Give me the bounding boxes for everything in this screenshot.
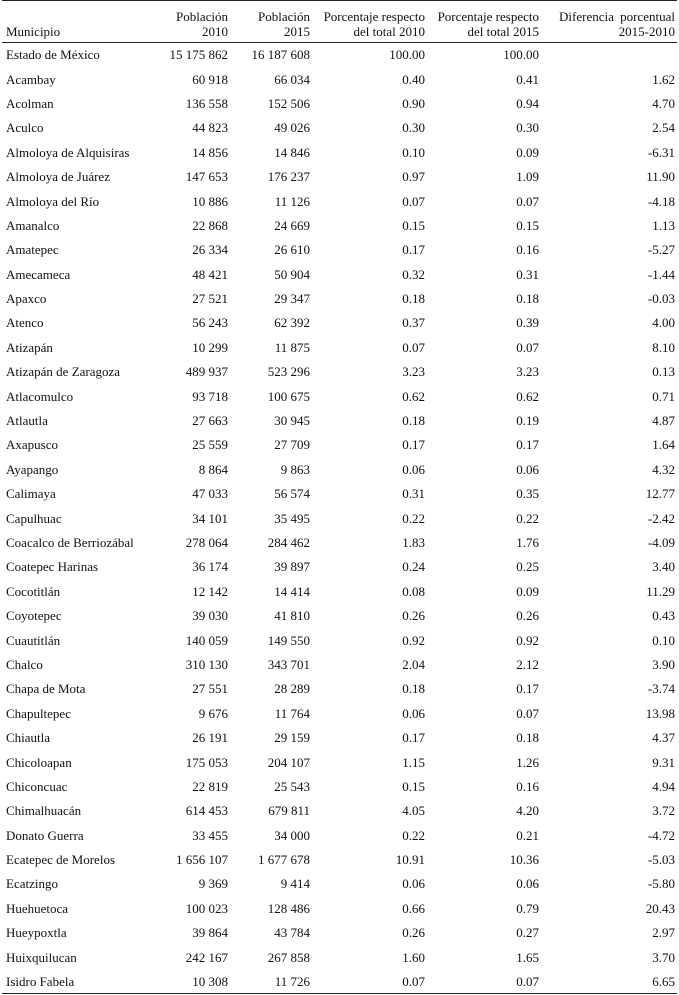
porcentaje-2015-cell: 3.23 xyxy=(516,364,539,380)
poblacion-2015-cell: 14 414 xyxy=(274,583,310,599)
municipio-cell: Chiconcuac xyxy=(6,778,68,794)
table-row xyxy=(2,408,677,432)
municipio-cell: Aculco xyxy=(6,120,44,136)
municipio-cell: Ayapango xyxy=(6,461,59,477)
porcentaje-2010-cell: 0.18 xyxy=(402,413,425,429)
poblacion-2010-cell: 93 718 xyxy=(192,388,228,404)
diferencia-cell: -5.80 xyxy=(647,876,675,892)
table-header xyxy=(2,1,677,43)
poblacion-2015-cell: 284 462 xyxy=(267,535,310,550)
diferencia-cell: 3.70 xyxy=(652,949,675,965)
municipio-cell: Isidro Fabela xyxy=(2,969,152,993)
poblacion-2015-cell: 27 709 xyxy=(274,437,310,453)
porcentaje-2015-cell: 1.09 xyxy=(516,169,539,185)
diferencia-cell: 11.29 xyxy=(646,583,675,599)
porcentaje-2010-cell: 0.07 xyxy=(312,969,427,993)
table-row xyxy=(2,774,677,798)
diferencia-cell: 4.00 xyxy=(652,315,675,331)
poblacion-2015-cell: 66 034 xyxy=(274,71,310,87)
porcentaje-2010-cell: 0.97 xyxy=(402,169,425,185)
table-row xyxy=(2,213,677,237)
table-row xyxy=(2,579,677,603)
diferencia-cell: 8.10 xyxy=(652,339,675,355)
porcentaje-2015-cell: 0.16 xyxy=(516,242,539,258)
poblacion-2015-cell: 204 107 xyxy=(267,754,310,770)
poblacion-2010-cell: 26 334 xyxy=(192,242,228,258)
porcentaje-2015-cell: 0.21 xyxy=(516,827,539,843)
diferencia-cell: -4.09 xyxy=(647,535,675,550)
header-line: del total 2010 xyxy=(353,24,425,39)
diferencia-cell: 3.72 xyxy=(652,803,675,819)
poblacion-2010-cell: 614 453 xyxy=(185,803,228,819)
poblacion-2010-cell: 34 101 xyxy=(192,510,228,526)
poblacion-2015-cell: 24 669 xyxy=(274,217,310,233)
poblacion-2015-cell: 14 846 xyxy=(274,144,310,160)
table-row xyxy=(2,140,677,164)
diferencia-cell: 13.98 xyxy=(645,705,675,721)
porcentaje-2010-cell: 0.22 xyxy=(402,827,425,843)
table-row xyxy=(2,530,677,554)
porcentaje-2010-cell: 0.06 xyxy=(402,461,425,477)
diferencia-cell: -1.44 xyxy=(647,266,675,282)
poblacion-2015-cell: 679 811 xyxy=(268,803,310,819)
porcentaje-2015-cell: 0.18 xyxy=(516,730,539,746)
table-row xyxy=(2,506,677,530)
header-line: 2015 xyxy=(284,24,310,39)
diferencia-cell: 11.90 xyxy=(646,169,675,185)
municipio-cell: Calimaya xyxy=(6,486,56,502)
municipio-cell: Cocotitlán xyxy=(6,583,61,599)
poblacion-2015-cell: 56 574 xyxy=(274,486,310,502)
municipio-cell: Estado de México xyxy=(6,47,100,63)
table-row xyxy=(2,164,677,188)
poblacion-2015-cell: 128 486 xyxy=(267,900,310,916)
porcentaje-2010-cell: 10.91 xyxy=(395,852,425,868)
municipio-cell: Ecatepec de Morelos xyxy=(6,852,116,868)
porcentaje-2010-cell: 4.05 xyxy=(402,803,425,819)
diferencia-cell: 4.37 xyxy=(652,730,675,746)
poblacion-2010-cell: 33 455 xyxy=(192,827,228,843)
porcentaje-2010-cell: 100.00 xyxy=(389,47,425,63)
poblacion-2015-cell: 29 347 xyxy=(274,291,310,307)
diferencia-cell: 1.13 xyxy=(652,217,675,233)
municipio-cell: Chiautla xyxy=(6,730,51,746)
poblacion-2015-cell: 11 726 xyxy=(230,969,312,993)
porcentaje-2010-cell: 0.31 xyxy=(402,486,425,502)
header-porcentaje-2010 xyxy=(312,1,427,43)
porcentaje-2010-cell: 0.06 xyxy=(402,876,425,892)
porcentaje-2015-cell: 0.31 xyxy=(516,266,539,282)
porcentaje-2010-cell: 0.62 xyxy=(402,388,425,404)
diferencia-cell: 4.94 xyxy=(652,778,675,794)
municipio-cell: Almoloya del Río xyxy=(6,193,100,209)
table-row xyxy=(2,262,677,286)
poblacion-2015-cell: 25 543 xyxy=(274,778,310,794)
municipio-cell: Amatepec xyxy=(6,242,59,258)
municipio-cell: Ecatzingo xyxy=(6,876,58,892)
porcentaje-2015-cell: 0.25 xyxy=(516,559,539,575)
porcentaje-2010-cell: 0.37 xyxy=(402,315,425,331)
porcentaje-2015-cell: 0.79 xyxy=(516,900,539,916)
porcentaje-2015-cell: 0.15 xyxy=(516,217,539,233)
porcentaje-2010-cell: 0.30 xyxy=(402,120,425,136)
diferencia-cell: 12.77 xyxy=(645,486,675,502)
poblacion-2010-cell: 27 663 xyxy=(192,413,228,429)
porcentaje-2015-cell: 0.30 xyxy=(516,120,539,136)
municipio-cell: Atizapán xyxy=(6,339,53,355)
poblacion-2015-cell: 100 675 xyxy=(267,388,310,404)
porcentaje-2010-cell: 0.24 xyxy=(402,559,425,575)
table-row xyxy=(2,945,677,969)
table-row xyxy=(2,482,677,506)
municipio-cell: Huehuetoca xyxy=(6,900,69,916)
porcentaje-2015-cell: 1.65 xyxy=(516,949,539,965)
table-row xyxy=(2,433,677,457)
poblacion-2010-cell: 25 559 xyxy=(192,437,228,453)
porcentaje-2015-cell: 0.07 xyxy=(516,339,539,355)
header-municipio xyxy=(2,1,152,43)
poblacion-2015-cell: 152 506 xyxy=(267,95,310,111)
table-body xyxy=(2,43,677,994)
poblacion-2010-cell: 10 886 xyxy=(192,193,228,209)
table-row xyxy=(2,725,677,749)
porcentaje-2010-cell: 1.15 xyxy=(402,754,425,770)
poblacion-2015-cell: 29 159 xyxy=(274,730,310,746)
diferencia-cell: 3.90 xyxy=(652,656,675,672)
municipio-cell: Almoloya de Juárez xyxy=(6,169,110,185)
porcentaje-2015-cell: 0.35 xyxy=(516,486,539,502)
municipio-cell: Amecameca xyxy=(6,266,71,282)
poblacion-2010-cell: 10 299 xyxy=(192,339,228,355)
poblacion-2010-cell: 48 421 xyxy=(192,266,228,282)
poblacion-2010-cell: 12 142 xyxy=(192,583,228,599)
municipio-cell: Amanalco xyxy=(6,217,60,233)
porcentaje-2015-cell: 4.20 xyxy=(516,803,539,819)
poblacion-2015-cell: 35 495 xyxy=(274,510,310,526)
diferencia-cell: 4.87 xyxy=(652,413,675,429)
diferencia-cell: 6.65 xyxy=(541,969,677,993)
header-municipio-label: Municipio xyxy=(6,24,61,39)
municipio-cell: Capulhuac xyxy=(6,510,62,526)
porcentaje-2010-cell: 0.90 xyxy=(402,95,425,111)
porcentaje-2015-cell: 0.62 xyxy=(516,388,539,404)
diferencia-cell: 4.32 xyxy=(652,461,675,477)
poblacion-2010-cell: 9 369 xyxy=(198,876,228,892)
municipio-cell: Coacalco de Berriozábal xyxy=(6,535,134,550)
poblacion-2010-cell: 47 033 xyxy=(192,486,228,502)
table-row xyxy=(2,116,677,140)
poblacion-2015-cell: 49 026 xyxy=(274,120,310,136)
poblacion-2010-cell: 27 521 xyxy=(192,291,228,307)
table-row xyxy=(2,43,677,67)
porcentaje-2015-cell: 0.92 xyxy=(516,632,539,648)
poblacion-2015-cell: 1 677 678 xyxy=(258,852,310,868)
poblacion-2015-cell: 34 000 xyxy=(274,827,310,843)
porcentaje-2015-cell: 10.36 xyxy=(509,852,539,868)
porcentaje-2015-cell: 0.17 xyxy=(516,437,539,453)
porcentaje-2015-cell: 0.94 xyxy=(516,95,539,111)
table-row xyxy=(2,823,677,847)
municipio-cell: Huixquilucan xyxy=(6,949,77,965)
diferencia-cell xyxy=(541,43,677,67)
poblacion-2010-cell: 8 864 xyxy=(198,461,228,477)
diferencia-cell: 3.40 xyxy=(652,559,675,575)
table-row xyxy=(2,335,677,359)
porcentaje-2015-cell: 100.00 xyxy=(503,47,539,63)
porcentaje-2010-cell: 0.92 xyxy=(402,632,425,648)
diferencia-cell: 20.43 xyxy=(645,900,675,916)
table-row xyxy=(2,701,677,725)
diferencia-cell: -5.03 xyxy=(647,852,675,868)
porcentaje-2015-cell: 0.06 xyxy=(516,461,539,477)
porcentaje-2010-cell: 0.07 xyxy=(402,193,425,209)
poblacion-2015-cell: 41 810 xyxy=(274,608,310,624)
porcentaje-2015-cell: 0.39 xyxy=(516,315,539,331)
porcentaje-2010-cell: 0.66 xyxy=(402,900,425,916)
poblacion-2015-cell: 11 875 xyxy=(274,339,310,355)
municipio-cell: Apaxco xyxy=(6,291,47,307)
header-line: Población xyxy=(176,9,228,24)
porcentaje-2015-cell: 0.41 xyxy=(516,71,539,87)
table-row xyxy=(2,555,677,579)
poblacion-2010-cell: 44 823 xyxy=(192,120,228,136)
porcentaje-2010-cell: 0.22 xyxy=(402,510,425,526)
poblacion-2010-cell: 310 130 xyxy=(185,656,228,672)
poblacion-2015-cell: 26 610 xyxy=(274,242,310,258)
porcentaje-2015-cell: 0.18 xyxy=(516,291,539,307)
header-line: Porcentaje respecto xyxy=(437,9,539,24)
porcentaje-2015-cell: 2.12 xyxy=(516,656,539,672)
municipio-cell: Atlacomulco xyxy=(6,388,74,404)
diferencia-cell: 1.62 xyxy=(652,71,675,87)
poblacion-2010-cell: 9 676 xyxy=(198,705,228,721)
porcentaje-2010-cell: 0.15 xyxy=(402,778,425,794)
diferencia-cell: 0.71 xyxy=(652,388,675,404)
poblacion-2010-cell: 140 059 xyxy=(185,632,228,648)
diferencia-cell: -4.18 xyxy=(647,193,675,209)
table-row xyxy=(2,750,677,774)
diferencia-cell: -6.31 xyxy=(647,144,675,160)
poblacion-2010-cell: 39 864 xyxy=(192,925,228,941)
porcentaje-2010-cell: 0.17 xyxy=(402,437,425,453)
diferencia-cell: 2.54 xyxy=(652,120,675,136)
municipio-cell: Coatepec Harinas xyxy=(6,559,99,575)
poblacion-2010-cell: 14 856 xyxy=(192,144,228,160)
poblacion-2010-cell: 27 551 xyxy=(192,681,228,697)
diferencia-cell: 0.13 xyxy=(652,364,675,380)
table-row xyxy=(2,67,677,91)
header-line: 2010 xyxy=(202,24,228,39)
municipio-cell: Donato Guerra xyxy=(6,827,84,843)
porcentaje-2010-cell: 1.60 xyxy=(402,949,425,965)
poblacion-2015-cell: 11 126 xyxy=(274,193,310,209)
porcentaje-2010-cell: 0.06 xyxy=(402,705,425,721)
poblacion-2015-cell: 39 897 xyxy=(274,559,310,575)
porcentaje-2015-cell: 0.07 xyxy=(516,705,539,721)
diferencia-cell: 1.64 xyxy=(652,437,675,453)
porcentaje-2015-cell: 0.17 xyxy=(516,681,539,697)
diferencia-cell: 9.31 xyxy=(652,754,675,770)
header-porcentaje-2015 xyxy=(427,1,541,43)
municipio-cell: Atenco xyxy=(6,315,44,331)
poblacion-2010-cell: 147 653 xyxy=(185,169,228,185)
porcentaje-2010-cell: 0.17 xyxy=(402,242,425,258)
table-row xyxy=(2,360,677,384)
poblacion-2015-cell: 43 784 xyxy=(274,925,310,941)
poblacion-2015-cell: 149 550 xyxy=(267,632,310,648)
municipio-cell: Chicoloapan xyxy=(6,754,72,770)
municipio-cell: Chapultepec xyxy=(6,705,71,721)
diferencia-cell: -4.72 xyxy=(647,827,675,843)
municipio-cell: Atizapán de Zaragoza xyxy=(6,364,121,380)
table-row xyxy=(2,677,677,701)
porcentaje-2010-cell: 0.32 xyxy=(402,266,425,282)
porcentaje-2010-cell: 0.08 xyxy=(402,583,425,599)
poblacion-2010-cell: 1 656 107 xyxy=(176,852,228,868)
porcentaje-2010-cell: 0.17 xyxy=(402,730,425,746)
header-line: 2015-2010 xyxy=(618,24,675,39)
diferencia-cell: -2.42 xyxy=(647,510,675,526)
poblacion-2010-cell: 36 174 xyxy=(192,559,228,575)
municipio-cell: Axapusco xyxy=(6,437,58,453)
table-row xyxy=(2,286,677,310)
header-line: Población xyxy=(258,9,310,24)
porcentaje-2010-cell: 0.07 xyxy=(402,339,425,355)
header-line: Diferencia porcentual xyxy=(559,9,675,24)
table-row xyxy=(2,847,677,871)
poblacion-2010-cell: 242 167 xyxy=(185,949,228,965)
header-diferencia-porcentual xyxy=(541,1,677,43)
poblacion-2010-cell: 175 053 xyxy=(185,754,228,770)
poblacion-2015-cell: 30 945 xyxy=(274,413,310,429)
poblacion-2010-cell: 26 191 xyxy=(192,730,228,746)
municipio-cell: Acolman xyxy=(6,95,54,111)
porcentaje-2010-cell: 2.04 xyxy=(402,656,425,672)
table-row xyxy=(2,189,677,213)
porcentaje-2010-cell: 0.40 xyxy=(402,71,425,87)
poblacion-2015-cell: 9 414 xyxy=(280,876,310,892)
porcentaje-2010-cell: 0.10 xyxy=(402,144,425,160)
porcentaje-2015-cell: 0.16 xyxy=(516,778,539,794)
poblacion-2010-cell: 489 937 xyxy=(185,364,228,380)
table-row xyxy=(2,311,677,335)
table-row xyxy=(2,457,677,481)
poblacion-2010-cell: 22 868 xyxy=(192,217,228,233)
poblacion-2010-cell: 56 243 xyxy=(192,315,228,331)
diferencia-cell: 0.10 xyxy=(652,632,675,648)
table-row xyxy=(2,238,677,262)
poblacion-2015-cell: 176 237 xyxy=(267,169,310,185)
municipio-cell: Coyotepec xyxy=(6,608,62,624)
table-row xyxy=(2,969,677,993)
poblacion-2010-cell: 39 030 xyxy=(192,608,228,624)
porcentaje-2010-cell: 1.83 xyxy=(402,535,425,550)
table-row xyxy=(2,896,677,920)
municipio-cell: Almoloya de Alquisiras xyxy=(6,144,130,160)
porcentaje-2015-cell: 1.76 xyxy=(516,535,539,550)
municipio-cell: Hueypoxtla xyxy=(6,925,67,941)
table-row xyxy=(2,603,677,627)
porcentaje-2015-cell: 0.22 xyxy=(516,510,539,526)
porcentaje-2010-cell: 0.18 xyxy=(402,291,425,307)
diferencia-cell: 4.70 xyxy=(652,95,675,111)
header-poblacion-2015 xyxy=(230,1,312,43)
table-row xyxy=(2,384,677,408)
porcentaje-2010-cell: 0.15 xyxy=(402,217,425,233)
municipio-cell: Chalco xyxy=(6,656,43,672)
porcentaje-2015-cell: 0.19 xyxy=(516,413,539,429)
poblacion-2015-cell: 523 296 xyxy=(267,364,310,380)
table-row xyxy=(2,799,677,823)
porcentaje-2015-cell: 0.07 xyxy=(516,193,539,209)
poblacion-2010-cell: 60 918 xyxy=(192,71,228,87)
porcentaje-2010-cell: 3.23 xyxy=(402,364,425,380)
table-row xyxy=(2,628,677,652)
poblacion-2015-cell: 343 701 xyxy=(267,656,310,672)
poblacion-2015-cell: 16 187 608 xyxy=(251,47,310,63)
porcentaje-2010-cell: 0.26 xyxy=(402,925,425,941)
poblacion-2015-cell: 28 289 xyxy=(274,681,310,697)
table-row xyxy=(2,872,677,896)
poblacion-2015-cell: 9 863 xyxy=(280,461,310,477)
table-row xyxy=(2,91,677,115)
porcentaje-2015-cell: 1.26 xyxy=(516,754,539,770)
poblacion-2010-cell: 22 819 xyxy=(192,778,228,794)
porcentaje-2015-cell: 0.09 xyxy=(516,583,539,599)
poblacion-2015-cell: 11 764 xyxy=(274,705,310,721)
porcentaje-2015-cell: 0.06 xyxy=(516,876,539,892)
diferencia-cell: -0.03 xyxy=(647,291,675,307)
diferencia-cell: 2.97 xyxy=(652,925,675,941)
poblacion-2010-cell: 15 175 862 xyxy=(169,47,228,63)
porcentaje-2010-cell: 0.26 xyxy=(402,608,425,624)
porcentaje-2015-cell: 0.27 xyxy=(516,925,539,941)
population-table xyxy=(2,0,677,994)
poblacion-2015-cell: 50 904 xyxy=(274,266,310,282)
table-row xyxy=(2,652,677,676)
municipio-cell: Cuautitlán xyxy=(6,632,61,648)
municipio-cell: Chapa de Mota xyxy=(6,681,86,697)
diferencia-cell: -5.27 xyxy=(647,242,675,258)
municipio-cell: Atlautla xyxy=(6,413,48,429)
poblacion-2010-cell: 10 308 xyxy=(152,969,230,993)
poblacion-2010-cell: 100 023 xyxy=(185,900,228,916)
header-line: Porcentaje respecto xyxy=(323,9,425,24)
poblacion-2015-cell: 267 858 xyxy=(267,949,310,965)
poblacion-2010-cell: 136 558 xyxy=(185,95,228,111)
poblacion-2010-cell: 278 064 xyxy=(185,535,228,550)
porcentaje-2015-cell: 0.26 xyxy=(516,608,539,624)
header-poblacion-2010 xyxy=(152,1,230,43)
header-line: del total 2015 xyxy=(467,24,539,39)
porcentaje-2015-cell: 0.09 xyxy=(516,144,539,160)
table-row xyxy=(2,921,677,945)
porcentaje-2010-cell: 0.18 xyxy=(402,681,425,697)
municipio-cell: Acambay xyxy=(6,71,56,87)
diferencia-cell: -3.74 xyxy=(647,681,675,697)
municipio-cell: Chimalhuacán xyxy=(6,803,82,819)
poblacion-2015-cell: 62 392 xyxy=(274,315,310,331)
porcentaje-2015-cell: 0.07 xyxy=(427,969,541,993)
diferencia-cell: 0.43 xyxy=(652,608,675,624)
